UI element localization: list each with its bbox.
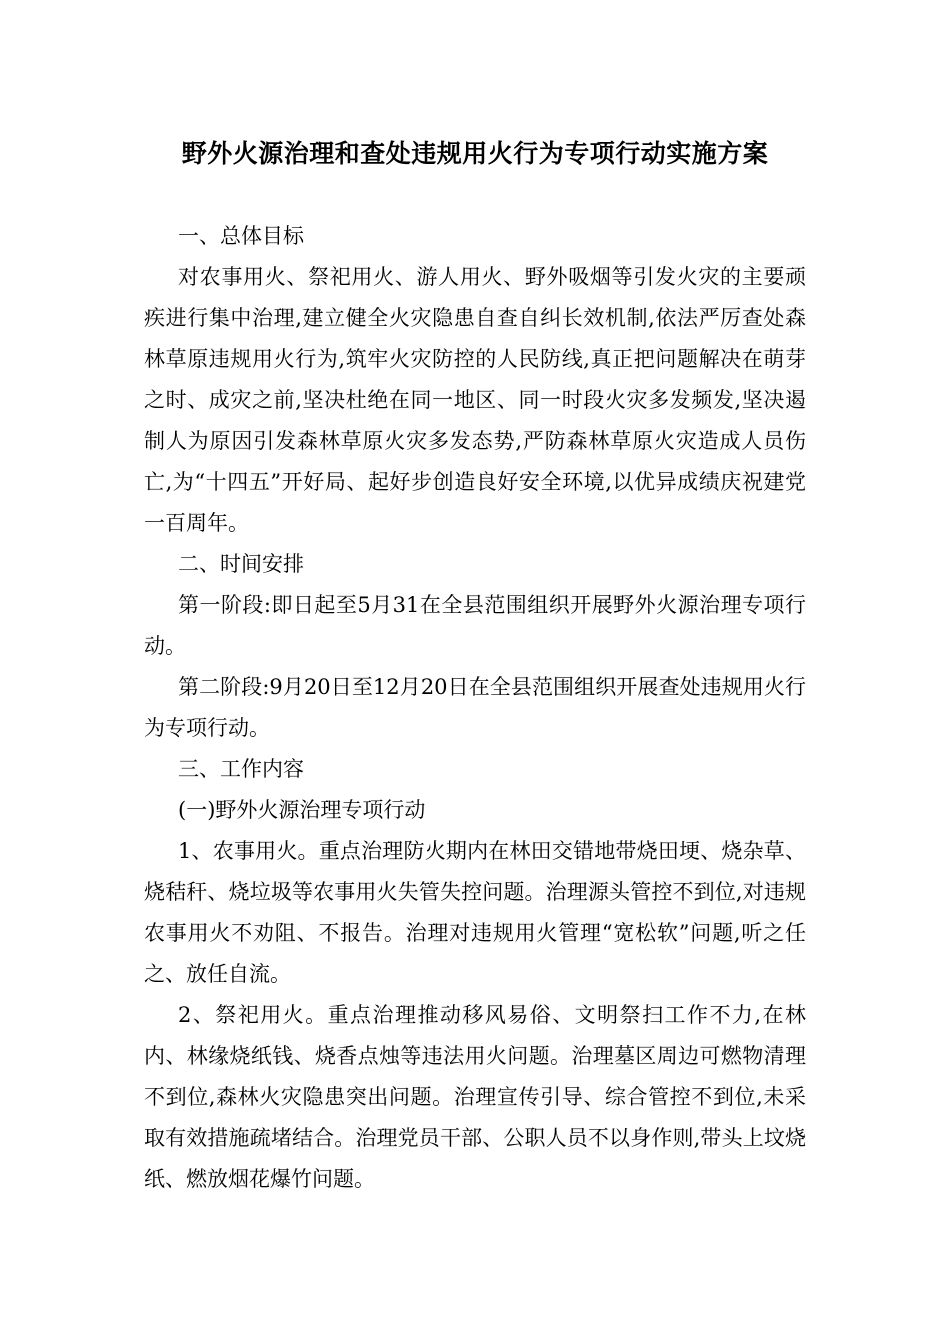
paragraph-overall-goal: 对农事用火、祭祀用火、游人用火、野外吸烟等引发火灾的主要顽疾进行集中治理,建立健全火灾隐患自查自纠长效机制,依法严厉查处森林草原违规用火行为,筑牢火灾防控的人民防线,真正把问题解决在萌芽之时、成灾之前,坚决杜绝在同一地区、同一时段火灾多发频发,坚决遏制人为原因引发森林草原火灾多发态势,严防森林草原火灾造成人员伤亡,为“十四五”开好局、起好步创造良好安全环境,以优异成绩庆祝建党一百周年。 — [144, 265, 806, 535]
paragraph-phase-one: 第一阶段:即日起至5月31在全县范围组织开展野外火源治理专项行动。 — [144, 593, 806, 658]
section-heading-work-content: 三、工作内容 — [178, 757, 304, 781]
section-heading-overall-goal: 一、总体目标 — [178, 224, 304, 248]
document-title: 野外火源治理和查处违规用火行为专项行动实施方案 — [181, 139, 769, 168]
paragraph-phase-two: 第二阶段:9月20日至12月20日在全县范围组织开展查处违规用火行为专项行动。 — [144, 675, 806, 740]
section-heading-schedule: 二、时间安排 — [178, 552, 304, 576]
subsection-heading-fire-source-action: (一)野外火源治理专项行动 — [178, 798, 426, 822]
paragraph-sacrificial-fire: 2、祭祀用火。重点治理推动移风易俗、文明祭扫工作不力,在林内、林缘烧纸钱、烧香点烛等违法用火问题。治理墓区周边可燃物清理不到位,森林火灾隐患突出问题。治理宣传引导、综合管控不到位,未采取有效措施疏堵结合。治理党员干部、公职人员不以身作则,带头上坟烧纸、燃放烟花爆竹问题。 — [144, 1003, 806, 1191]
paragraph-agricultural-fire: 1、农事用火。重点治理防火期内在林田交错地带烧田埂、烧杂草、烧秸秆、烧垃圾等农事用火失管失控问题。治理源头管控不到位,对违规农事用火不劝阻、不报告。治理对违规用火管理“宽松软”问题,听之任之、放任自流。 — [144, 839, 806, 986]
